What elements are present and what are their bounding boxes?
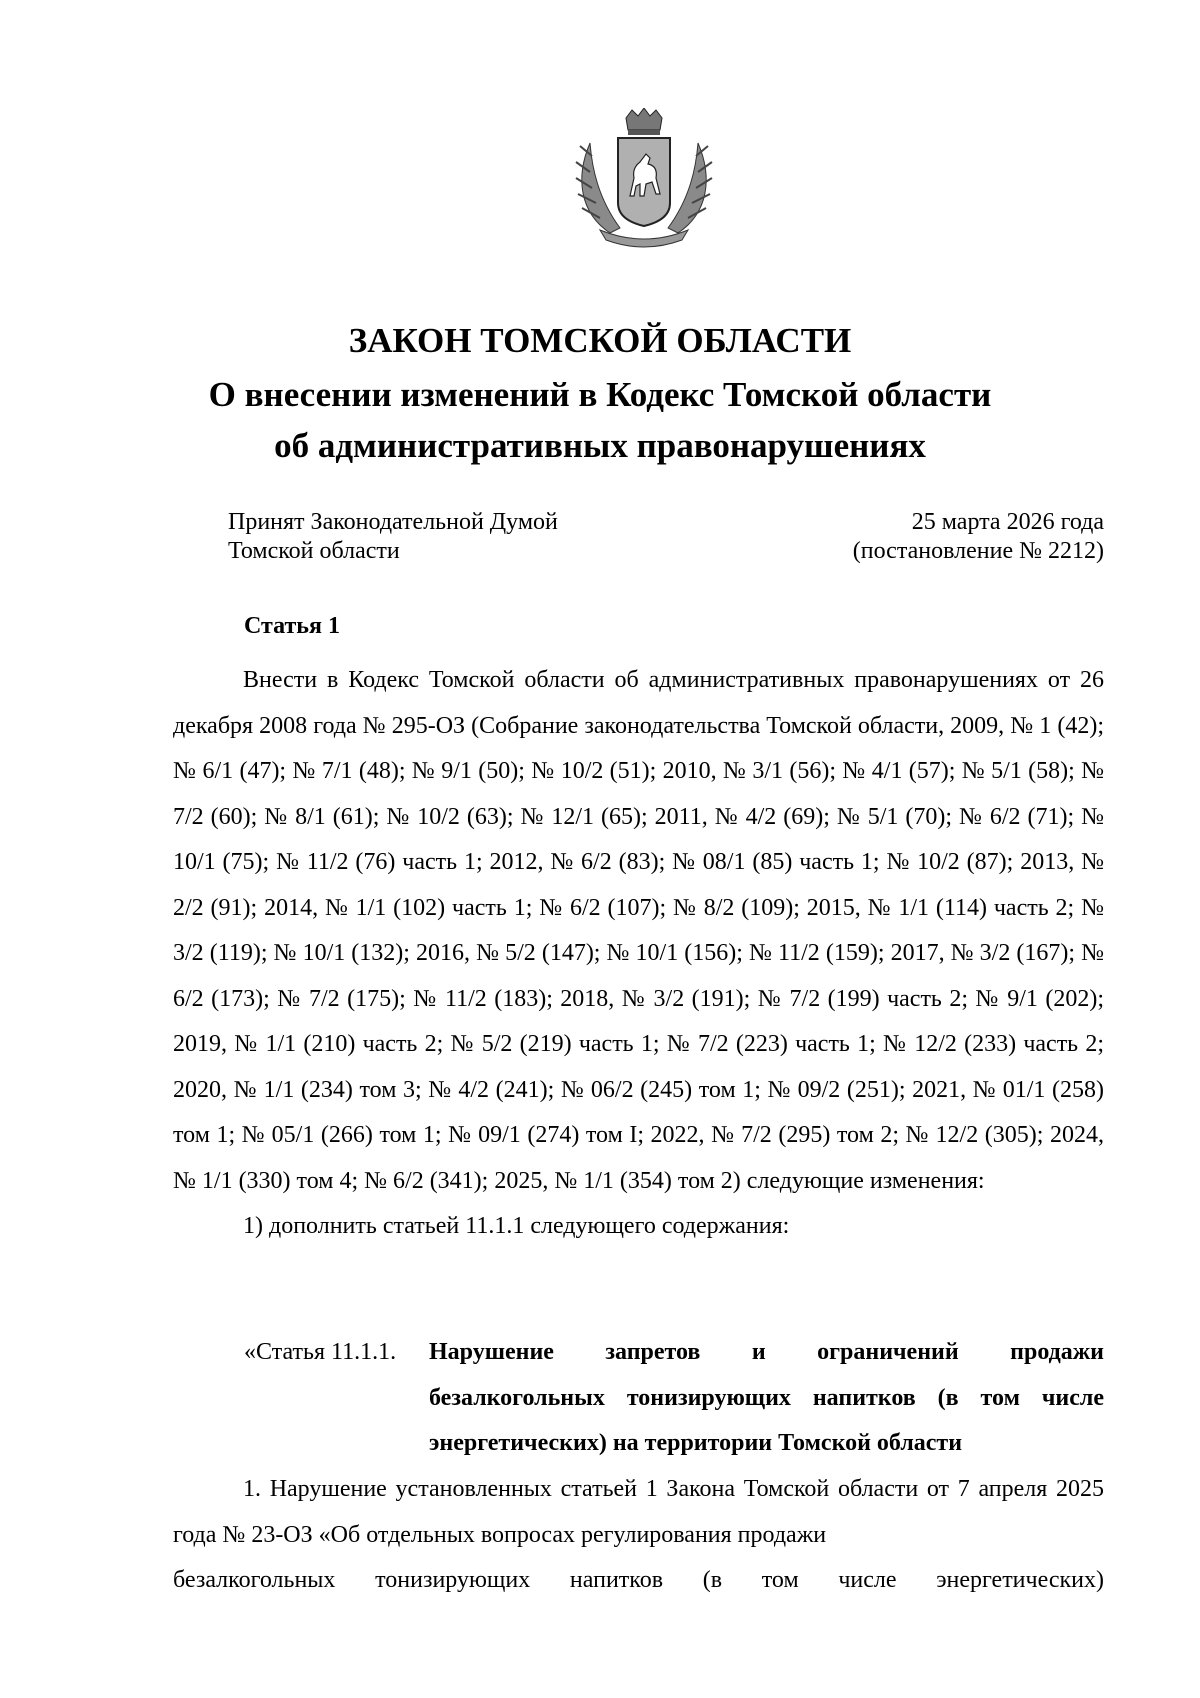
article-heading: Статья 1 <box>244 613 340 639</box>
new-article-title: Нарушение запретов и ограничений продажи безалкогольных тонизирующих напитков (в том числе энергетических) на территории Томской области <box>429 1339 1104 1456</box>
law-subtitle-line2: об административных правонарушениях <box>274 426 926 465</box>
point-1-paragraph <box>173 1467 1104 1604</box>
coat-of-arms-emblem <box>570 108 718 248</box>
new-article-label: «Статья 11.1.1. <box>244 1339 397 1365</box>
amendment-item-1: 1) дополнить статьей 11.1.1 следующего содержания: <box>243 1213 790 1239</box>
law-title: ЗАКОН ТОМСКОЙ ОБЛАСТИ <box>348 321 852 360</box>
adoption-body <box>228 508 558 566</box>
adoption-date <box>853 508 1104 566</box>
adoption-body-line2: Томской области <box>228 538 400 564</box>
point-1-text: 1. Нарушение установленных статьей 1 Закона Томской области от 7 апреля 2025 года № 23-ОЗ «Об отдельных вопросах регулирования продажи <box>173 1476 1104 1548</box>
article-intro-paragraph: Внести в Кодекс Томской области об административных правонарушениях от 26 декабря 2008 года № 295-ОЗ (Собрание законодательства Томской области, 2009, № 1 (42); № 6/1 (47); № 7/1 (48); № 9/1 (50); № 10/2 (51); 2010, № 3/1 (56); № 4/1 (57); № 5/1 (58); № 7/2 (60); № 8/1 (61); № 10/2 (63); № 12/1 (65); 2011, № 4/2 (69); № 5/1 (70); № 6/2 (71); № 10/1 (75); № 11/2 (76) часть 1; 2012, № 6/2 (83); № 08/1 (85) часть 1; № 10/2 (87); 2013, № 2/2 (91); 2014, № 1/1 (102) часть 1; № 6/2 (107); № 8/2 (109); 2015, № 1/1 (114) часть 2; № 3/2 (119); № 10/1 (132); 2016, № 5/2 (147); № 10/1 (156); № 11/2 (159); 2017, № 3/2 (167); № 6/2 (173); № 7/2 (175); № 11/2 (183); 2018, № 3/2 (191); № 7/2 (199) часть 2; № 9/1 (202); 2019, № 1/1 (210) часть 2; № 5/2 (219) часть 1; № 7/2 (223) часть 1; № 12/2 (233) часть 2; 2020, № 1/1 (234) том 3; № 4/2 (241); № 06/2 (245) том 1; № 09/2 (251); 2021, № 01/1 (258) том 1; № 05/1 (266) том 1; № 09/1 (274) том I; 2022, № 7/2 (295) том 2; № 12/2 (305); 2024, № 1/1 (330) том 4; № 6/2 (341); 2025, № 1/1 (354) том 2) следующие изменения: <box>173 667 1104 1194</box>
coat-of-arms-icon <box>570 108 718 248</box>
point-1-last-line: безалкогольных тонизирующих напитков (в том числе энергетических) <box>173 1567 1104 1593</box>
article-body <box>173 658 1104 1250</box>
adoption-body-line1: Принят Законодательной Думой <box>228 509 558 535</box>
adoption-date-line: 25 марта 2026 года <box>911 509 1104 535</box>
resolution-number: (постановление № 2212) <box>852 538 1104 564</box>
law-subtitle-line1: О внесении изменений в Кодекс Томской области <box>208 375 992 414</box>
